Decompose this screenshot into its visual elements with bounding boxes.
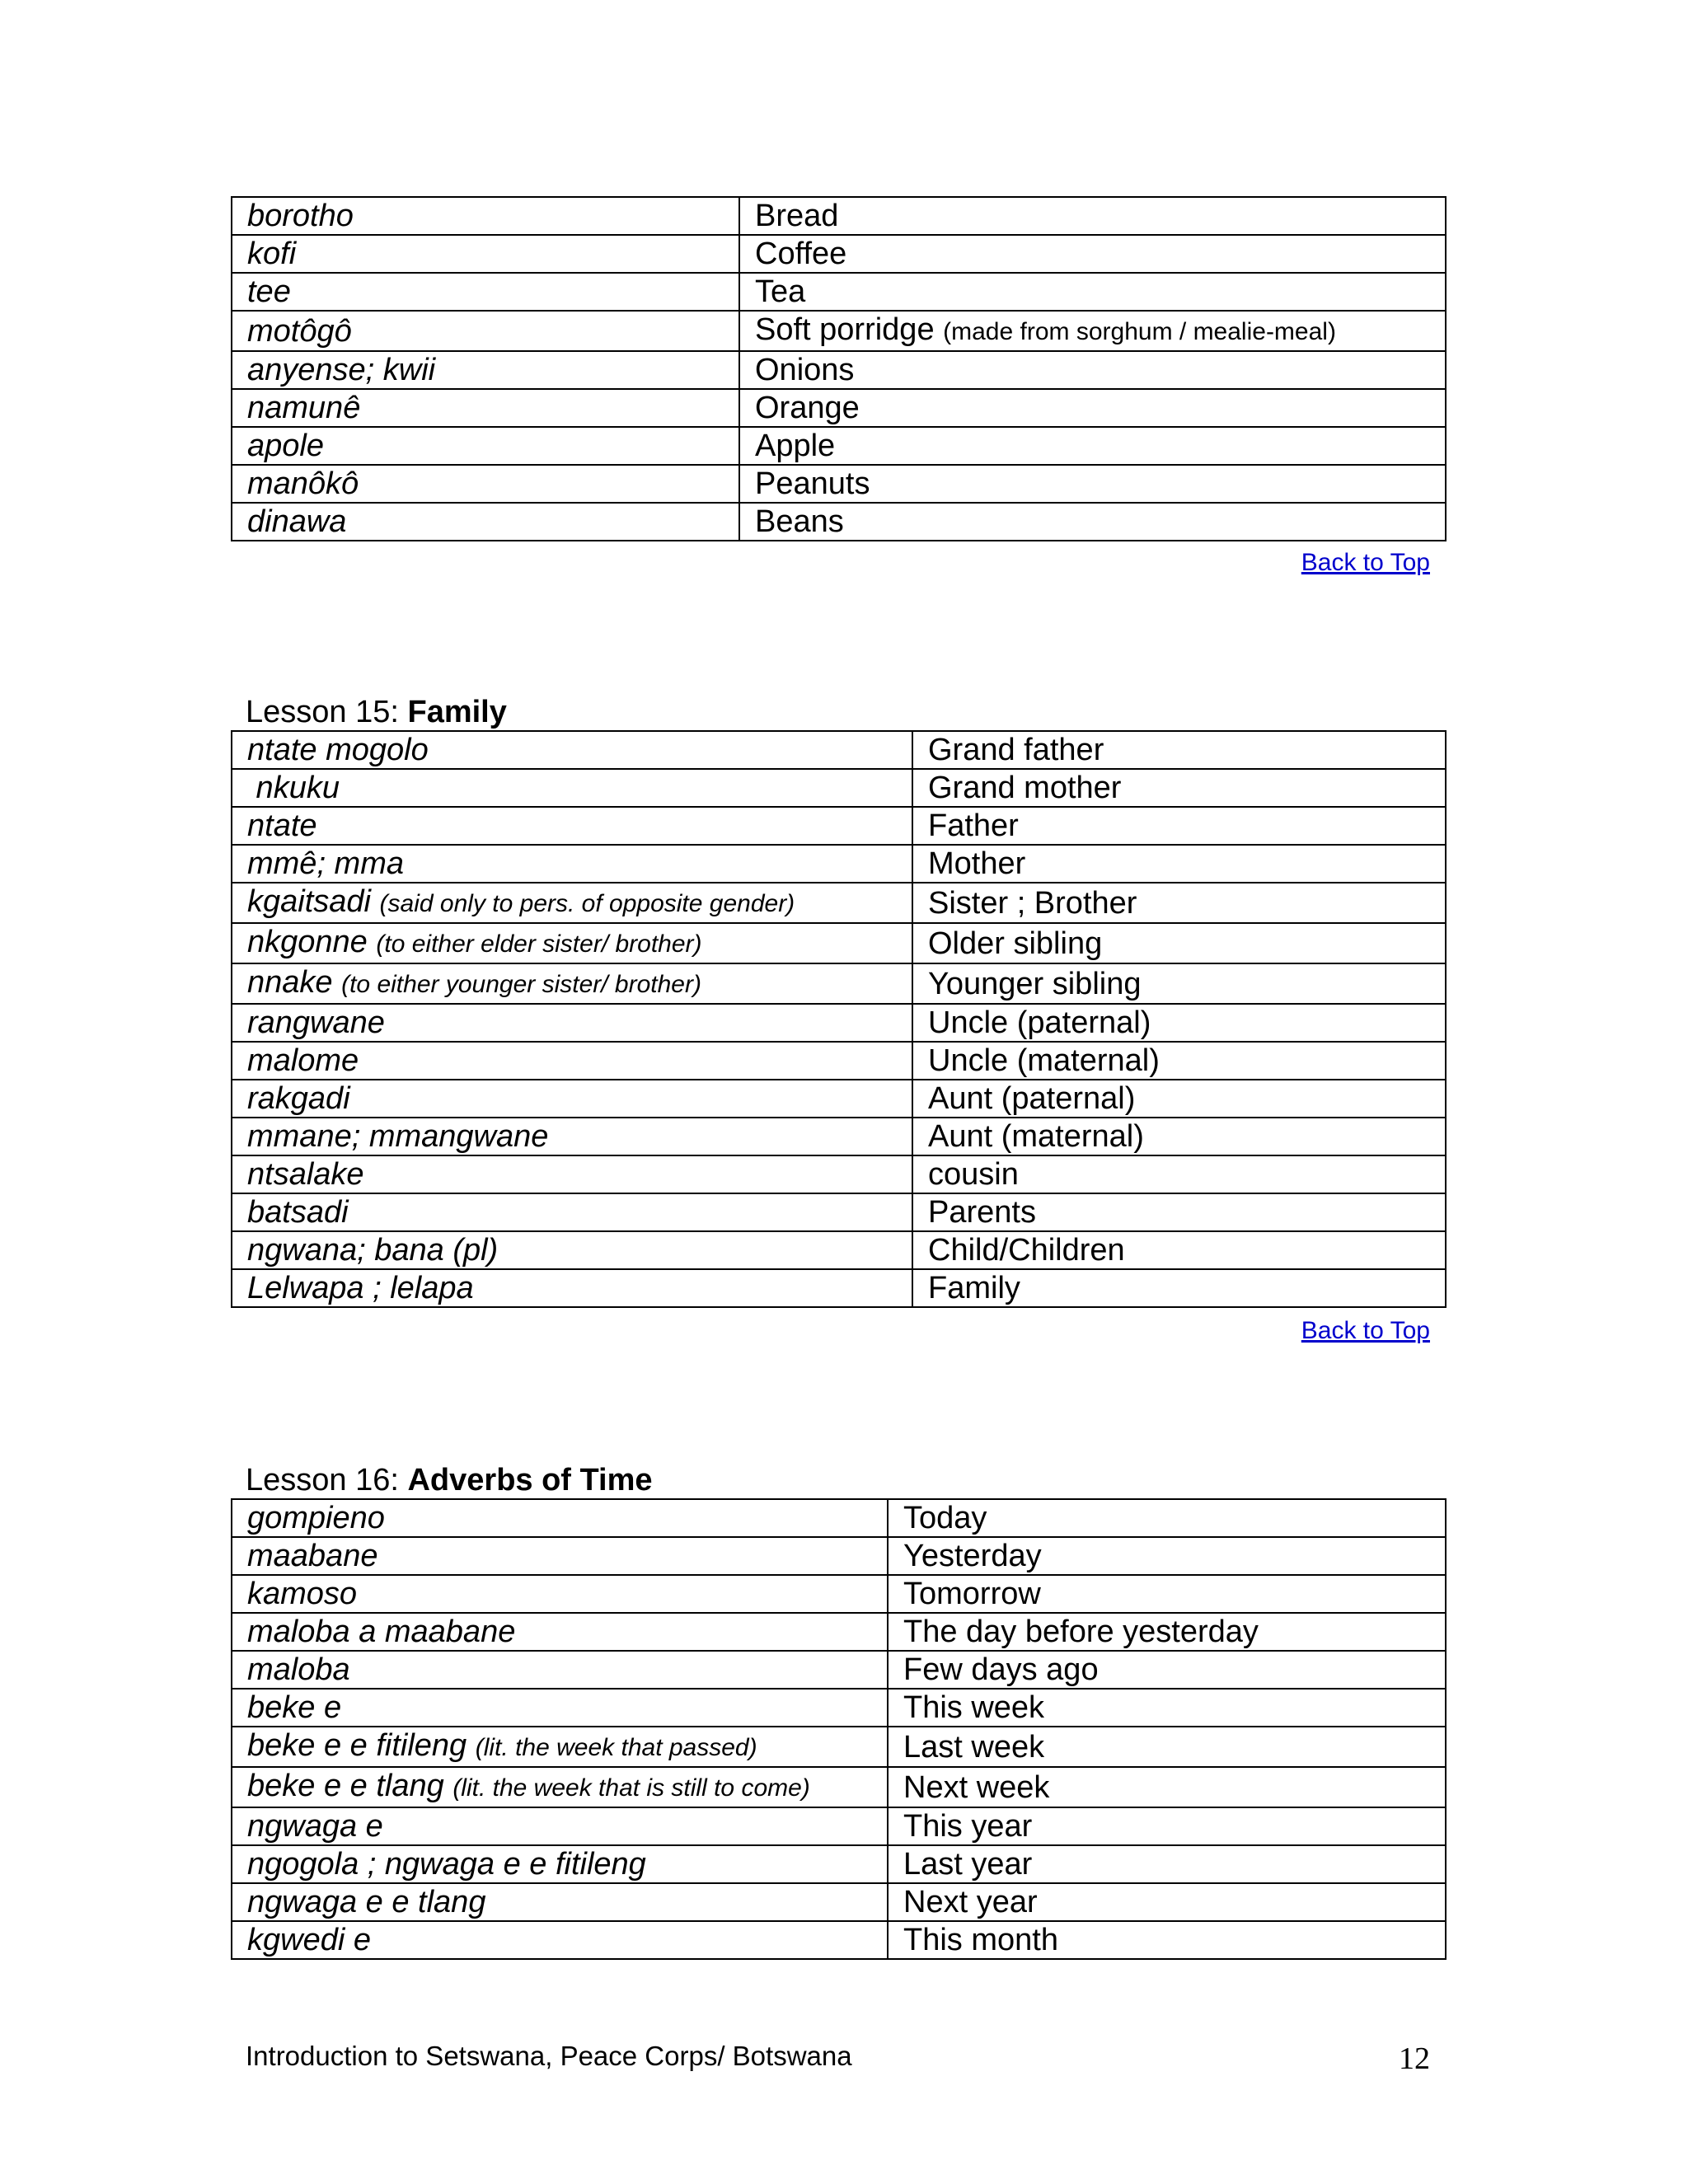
english-cell bbox=[912, 923, 1446, 963]
setswana-cell bbox=[232, 1231, 912, 1269]
english-cell bbox=[912, 1155, 1446, 1193]
setswana-cell bbox=[232, 1575, 888, 1613]
english-translation: Tea bbox=[755, 274, 806, 309]
setswana-cell bbox=[232, 197, 739, 235]
setswana-cell bbox=[232, 427, 739, 465]
english-translation: Father bbox=[928, 808, 1019, 843]
setswana-cell bbox=[232, 1004, 912, 1042]
setswana-cell bbox=[232, 923, 912, 963]
setswana-cell bbox=[232, 311, 739, 351]
setswana-cell bbox=[232, 1807, 888, 1845]
english-translation: cousin bbox=[928, 1157, 1019, 1192]
table-row bbox=[232, 1231, 1446, 1269]
english-cell bbox=[739, 503, 1446, 541]
table-row bbox=[232, 1118, 1446, 1155]
table-row bbox=[232, 1042, 1446, 1080]
english-cell bbox=[912, 1269, 1446, 1307]
english-translation: Parents bbox=[928, 1195, 1036, 1230]
table-row bbox=[232, 1921, 1446, 1959]
english-cell bbox=[888, 1767, 1446, 1807]
table-row bbox=[232, 1269, 1446, 1307]
time-adverbs-table bbox=[231, 1498, 1447, 1960]
setswana-term: namunê bbox=[247, 391, 361, 425]
setswana-term: anyense; kwii bbox=[247, 353, 436, 387]
setswana-term: beke e e tlang bbox=[247, 1769, 444, 1803]
usage-note: (to either younger sister/ brother) bbox=[341, 971, 701, 998]
setswana-term: maloba bbox=[247, 1652, 350, 1687]
setswana-cell bbox=[232, 389, 739, 427]
table-row bbox=[232, 1689, 1446, 1727]
setswana-cell bbox=[232, 1042, 912, 1080]
lesson-16-heading bbox=[246, 1462, 653, 1498]
setswana-term: apole bbox=[247, 429, 324, 463]
english-cell bbox=[912, 1193, 1446, 1231]
setswana-term: ntate bbox=[247, 808, 317, 843]
setswana-term: nkuku bbox=[247, 771, 340, 805]
english-cell bbox=[912, 1042, 1446, 1080]
lesson-16-title: Adverbs of Time bbox=[407, 1463, 653, 1497]
english-cell bbox=[739, 273, 1446, 311]
setswana-cell bbox=[232, 883, 912, 923]
setswana-cell bbox=[232, 1080, 912, 1118]
table-row bbox=[232, 963, 1446, 1004]
table-row bbox=[232, 923, 1446, 963]
english-translation: Today bbox=[903, 1501, 987, 1535]
setswana-term: kgaitsadi bbox=[247, 884, 371, 919]
table-row bbox=[232, 351, 1446, 389]
setswana-term: ngwaga e e tlang bbox=[247, 1885, 486, 1919]
table-row bbox=[232, 1845, 1446, 1883]
english-cell bbox=[888, 1689, 1446, 1727]
setswana-term: batsadi bbox=[247, 1195, 349, 1230]
footer-title: Introduction to Setswana, Peace Corps/ Botswana bbox=[246, 2041, 852, 2071]
english-translation: Grand father bbox=[928, 733, 1104, 767]
english-cell bbox=[739, 465, 1446, 503]
table-row bbox=[232, 1004, 1446, 1042]
table-row bbox=[232, 1807, 1446, 1845]
table-row bbox=[232, 1575, 1446, 1613]
setswana-term: borotho bbox=[247, 199, 354, 233]
english-cell bbox=[912, 807, 1446, 845]
table-row bbox=[232, 769, 1446, 807]
table-row bbox=[232, 235, 1446, 273]
english-translation: Aunt (paternal) bbox=[928, 1081, 1136, 1116]
english-translation: Yesterday bbox=[903, 1539, 1042, 1573]
table-row bbox=[232, 1613, 1446, 1651]
english-translation: The day before yesterday bbox=[903, 1615, 1259, 1649]
english-translation: Tomorrow bbox=[903, 1577, 1041, 1611]
table-row bbox=[232, 1155, 1446, 1193]
english-translation: Soft porridge bbox=[755, 312, 935, 347]
setswana-cell bbox=[232, 1727, 888, 1767]
setswana-cell bbox=[232, 273, 739, 311]
english-cell bbox=[912, 1118, 1446, 1155]
english-cell bbox=[739, 427, 1446, 465]
english-translation: Apple bbox=[755, 429, 836, 463]
english-translation: Peanuts bbox=[755, 466, 870, 501]
english-translation: Few days ago bbox=[903, 1652, 1099, 1687]
back-to-top-link[interactable]: Back to Top bbox=[1301, 1317, 1430, 1344]
setswana-term: beke e e fitileng bbox=[247, 1728, 467, 1763]
english-translation: Onions bbox=[755, 353, 855, 387]
back-to-top-link[interactable]: Back to Top bbox=[1301, 549, 1430, 576]
english-cell bbox=[888, 1613, 1446, 1651]
english-translation: Next week bbox=[903, 1769, 1050, 1805]
english-translation: Last week bbox=[903, 1729, 1045, 1765]
setswana-term: ntsalake bbox=[247, 1157, 364, 1192]
setswana-term: manôkô bbox=[247, 466, 359, 501]
english-cell bbox=[912, 963, 1446, 1004]
english-cell bbox=[912, 1004, 1446, 1042]
english-cell bbox=[739, 389, 1446, 427]
setswana-term: beke e bbox=[247, 1690, 342, 1725]
english-cell bbox=[888, 1651, 1446, 1689]
english-translation: Sister ; Brother bbox=[928, 885, 1137, 921]
setswana-cell bbox=[232, 1883, 888, 1921]
english-cell bbox=[888, 1537, 1446, 1575]
table-row bbox=[232, 427, 1446, 465]
english-cell bbox=[912, 883, 1446, 923]
english-translation: Grand mother bbox=[928, 771, 1122, 805]
setswana-term: maloba a maabane bbox=[247, 1615, 516, 1649]
setswana-term: motôgô bbox=[247, 313, 352, 349]
setswana-term: ntate mogolo bbox=[247, 733, 429, 767]
table-row bbox=[232, 311, 1446, 351]
family-vocabulary-table bbox=[231, 730, 1447, 1308]
setswana-term: rakgadi bbox=[247, 1081, 350, 1116]
page-number: 12 bbox=[1399, 2041, 1430, 2076]
english-cell bbox=[888, 1727, 1446, 1767]
setswana-cell bbox=[232, 1651, 888, 1689]
english-cell bbox=[912, 845, 1446, 883]
english-cell bbox=[888, 1807, 1446, 1845]
lesson-15-title: Family bbox=[407, 695, 507, 729]
english-translation: Aunt (maternal) bbox=[928, 1119, 1144, 1154]
table-row bbox=[232, 1080, 1446, 1118]
setswana-term: ngwaga e bbox=[247, 1809, 383, 1844]
setswana-cell bbox=[232, 1537, 888, 1575]
english-translation: This week bbox=[903, 1690, 1045, 1725]
setswana-cell bbox=[232, 351, 739, 389]
english-translation: Uncle (maternal) bbox=[928, 1043, 1160, 1078]
table-row bbox=[232, 845, 1446, 883]
english-translation: Orange bbox=[755, 391, 860, 425]
setswana-term: kamoso bbox=[247, 1577, 358, 1611]
setswana-cell bbox=[232, 769, 912, 807]
setswana-cell bbox=[232, 1845, 888, 1883]
setswana-term: rangwane bbox=[247, 1005, 385, 1040]
setswana-cell bbox=[232, 1767, 888, 1807]
setswana-term: malome bbox=[247, 1043, 359, 1078]
setswana-term: kofi bbox=[247, 237, 297, 271]
english-cell bbox=[888, 1883, 1446, 1921]
table-row bbox=[232, 1651, 1446, 1689]
setswana-cell bbox=[232, 963, 912, 1004]
setswana-cell bbox=[232, 845, 912, 883]
setswana-cell bbox=[232, 1499, 888, 1537]
english-translation: Next year bbox=[903, 1885, 1038, 1919]
english-cell bbox=[888, 1845, 1446, 1883]
setswana-term: nnake bbox=[247, 965, 333, 1000]
english-cell bbox=[888, 1575, 1446, 1613]
setswana-term: dinawa bbox=[247, 504, 347, 539]
table-row bbox=[232, 273, 1446, 311]
usage-note: (made from sorghum / mealie-meal) bbox=[943, 318, 1336, 345]
table-row bbox=[232, 1727, 1446, 1767]
usage-note: (lit. the week that is still to come) bbox=[452, 1774, 810, 1802]
table-row bbox=[232, 503, 1446, 541]
english-translation: Child/Children bbox=[928, 1233, 1125, 1268]
table-row bbox=[232, 1883, 1446, 1921]
setswana-term: ngwana; bana (pl) bbox=[247, 1233, 499, 1268]
setswana-term: Lelwapa ; lelapa bbox=[247, 1271, 474, 1305]
english-translation: Bread bbox=[755, 199, 839, 233]
lesson-15-heading bbox=[246, 694, 507, 730]
english-cell bbox=[912, 1080, 1446, 1118]
english-translation: Mother bbox=[928, 846, 1026, 881]
english-cell bbox=[739, 197, 1446, 235]
setswana-cell bbox=[232, 1921, 888, 1959]
english-translation: Coffee bbox=[755, 237, 847, 271]
setswana-term: mmane; mmangwane bbox=[247, 1119, 549, 1154]
setswana-term: tee bbox=[247, 274, 291, 309]
setswana-cell bbox=[232, 1193, 912, 1231]
setswana-cell bbox=[232, 503, 739, 541]
table-row bbox=[232, 883, 1446, 923]
english-cell bbox=[888, 1499, 1446, 1537]
food-vocabulary-table bbox=[231, 196, 1447, 541]
setswana-term: maabane bbox=[247, 1539, 378, 1573]
usage-note: (said only to pers. of opposite gender) bbox=[379, 890, 795, 917]
english-translation: This month bbox=[903, 1923, 1058, 1957]
setswana-term: gompieno bbox=[247, 1501, 385, 1535]
usage-note: (to either elder sister/ brother) bbox=[376, 930, 702, 958]
usage-note: (lit. the week that passed) bbox=[475, 1734, 757, 1761]
english-translation: Beans bbox=[755, 504, 844, 539]
english-translation: This year bbox=[903, 1809, 1033, 1844]
english-cell bbox=[912, 769, 1446, 807]
english-cell bbox=[739, 311, 1446, 351]
setswana-cell bbox=[232, 731, 912, 769]
setswana-cell bbox=[232, 807, 912, 845]
setswana-term: ngogola ; ngwaga e e fitileng bbox=[247, 1847, 646, 1882]
table-row bbox=[232, 389, 1446, 427]
english-translation: Last year bbox=[903, 1847, 1033, 1882]
setswana-cell bbox=[232, 465, 739, 503]
table-row bbox=[232, 807, 1446, 845]
table-row bbox=[232, 1537, 1446, 1575]
lesson-15-prefix: Lesson 15: bbox=[246, 695, 408, 729]
english-translation: Family bbox=[928, 1271, 1020, 1305]
english-cell bbox=[912, 731, 1446, 769]
setswana-term: mmê; mma bbox=[247, 846, 404, 881]
english-cell bbox=[739, 235, 1446, 273]
english-translation: Younger sibling bbox=[928, 966, 1142, 1001]
english-translation: Older sibling bbox=[928, 926, 1103, 961]
english-cell bbox=[912, 1231, 1446, 1269]
setswana-cell bbox=[232, 1155, 912, 1193]
table-row bbox=[232, 197, 1446, 235]
setswana-cell bbox=[232, 1613, 888, 1651]
lesson-16-prefix: Lesson 16: bbox=[246, 1463, 408, 1497]
setswana-cell bbox=[232, 1269, 912, 1307]
setswana-cell bbox=[232, 235, 739, 273]
table-row bbox=[232, 465, 1446, 503]
setswana-cell bbox=[232, 1118, 912, 1155]
english-translation: Uncle (paternal) bbox=[928, 1005, 1151, 1040]
setswana-term: nkgonne bbox=[247, 925, 368, 959]
table-row bbox=[232, 1193, 1446, 1231]
english-cell bbox=[739, 351, 1446, 389]
table-row bbox=[232, 731, 1446, 769]
setswana-term: kgwedi e bbox=[247, 1923, 371, 1957]
english-cell bbox=[888, 1921, 1446, 1959]
setswana-cell bbox=[232, 1689, 888, 1727]
table-row bbox=[232, 1767, 1446, 1807]
table-row bbox=[232, 1499, 1446, 1537]
